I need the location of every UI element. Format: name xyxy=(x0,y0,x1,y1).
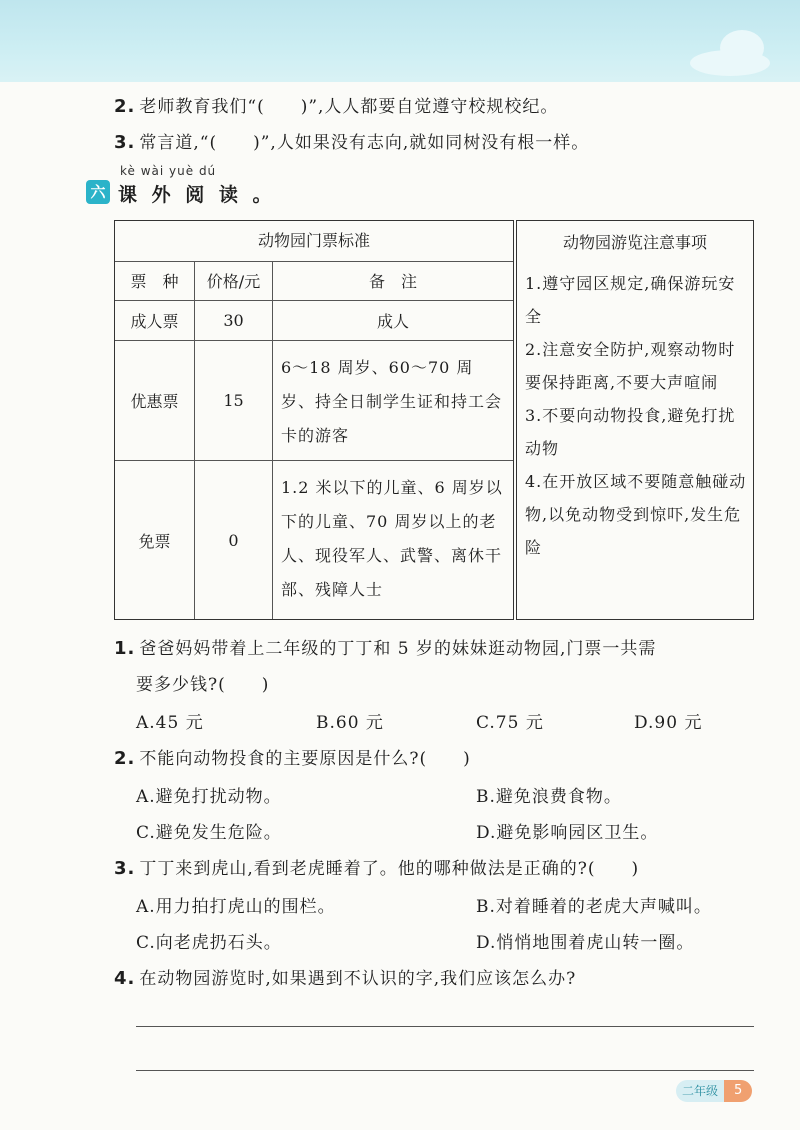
header-price: 价格/元 xyxy=(195,261,273,300)
page-number: 5 xyxy=(724,1080,752,1102)
notice-item: 3.不要向动物投食,避免打扰动物 xyxy=(525,406,736,458)
ticket-type-cell: 免票 xyxy=(115,461,195,619)
answer-line[interactable] xyxy=(136,1070,754,1071)
notice-body xyxy=(525,267,749,564)
price-cell: 0 xyxy=(195,461,273,619)
section-pinyin: kè wài yuè dú xyxy=(120,164,217,178)
price-cell: 15 xyxy=(195,341,273,460)
notice-item: 1.遵守园区规定,确保游玩安全 xyxy=(525,274,736,326)
note-cell: 成人 xyxy=(376,312,409,331)
option-d[interactable]: D.悄悄地围着虎山转一圈。 xyxy=(476,933,695,953)
option-d[interactable]: D.90 元 xyxy=(634,713,703,733)
question-1-cont: 要多少钱?( ) xyxy=(136,675,270,695)
visit-notice-box xyxy=(516,220,754,620)
section-title: 课 外 阅 读 。 xyxy=(118,184,276,206)
header-banner xyxy=(0,0,800,82)
note-cell: 1.2 米以下的儿童、6 周岁以下的儿童、70 周岁以上的老人、现役军人、武警、离休干部、残障人士 xyxy=(281,478,503,599)
option-b[interactable]: B.对着睡着的老虎大声喊叫。 xyxy=(476,897,712,917)
question-top-3: 3. 常言道,“( )”,人如果没有志向,就如同树没有根一样。 xyxy=(114,132,590,153)
table-row xyxy=(115,461,513,619)
table-header-row xyxy=(115,261,513,301)
ticket-type-cell: 优惠票 xyxy=(115,341,195,460)
option-b[interactable]: B.避免浪费食物。 xyxy=(476,787,622,807)
page-number-badge xyxy=(676,1080,752,1102)
option-a[interactable]: A.45 元 xyxy=(136,713,204,733)
question-top-2: 2. 老师教育我们“( )”,人人都要自觉遵守校规校纪。 xyxy=(114,96,559,117)
price-cell: 30 xyxy=(195,301,273,340)
table-row xyxy=(115,301,513,341)
answer-line[interactable] xyxy=(136,1026,754,1027)
notice-item: 2.注意安全防护,观察动物时要保持距离,不要大声喧闹 xyxy=(525,340,736,392)
option-d[interactable]: D.避免影响园区卫生。 xyxy=(476,823,659,843)
ticket-table-title: 动物园门票标准 xyxy=(115,221,513,262)
question-1: 1. 爸爸妈妈带着上二年级的丁丁和 5 岁的妹妹逛动物园,门票一共需 xyxy=(114,638,657,659)
option-b[interactable]: B.60 元 xyxy=(316,713,384,733)
question-4: 4. 在动物园游览时,如果遇到不认识的字,我们应该怎么办? xyxy=(114,968,577,989)
question-3: 3. 丁丁来到虎山,看到老虎睡着了。他的哪种做法是正确的?( ) xyxy=(114,858,640,879)
ticket-type-cell: 成人票 xyxy=(115,301,195,340)
note-cell: 6～18 周岁、60～70 周岁、持全日制学生证和持工会卡的游客 xyxy=(281,358,503,445)
notice-title: 动物园游览注意事项 xyxy=(562,233,707,252)
option-c[interactable]: C.75 元 xyxy=(476,713,544,733)
option-a[interactable]: A.避免打扰动物。 xyxy=(136,787,282,807)
option-c[interactable]: C.避免发生危险。 xyxy=(136,823,282,843)
grade-label: 二年级 xyxy=(676,1080,724,1102)
header-ticket-type: 票 种 xyxy=(115,261,195,300)
table-row xyxy=(115,341,513,461)
option-c[interactable]: C.向老虎扔石头。 xyxy=(136,933,282,953)
ticket-price-table xyxy=(114,220,514,620)
notice-item: 4.在开放区域不要随意触碰动物,以免动物受到惊吓,发生危险 xyxy=(525,472,747,557)
section-number-badge: 六 xyxy=(86,180,110,204)
question-2: 2. 不能向动物投食的主要原因是什么?( ) xyxy=(114,748,471,769)
option-a[interactable]: A.用力拍打虎山的围栏。 xyxy=(136,897,336,917)
header-note: 备 注 xyxy=(368,272,417,291)
cloud-decoration xyxy=(720,30,764,66)
